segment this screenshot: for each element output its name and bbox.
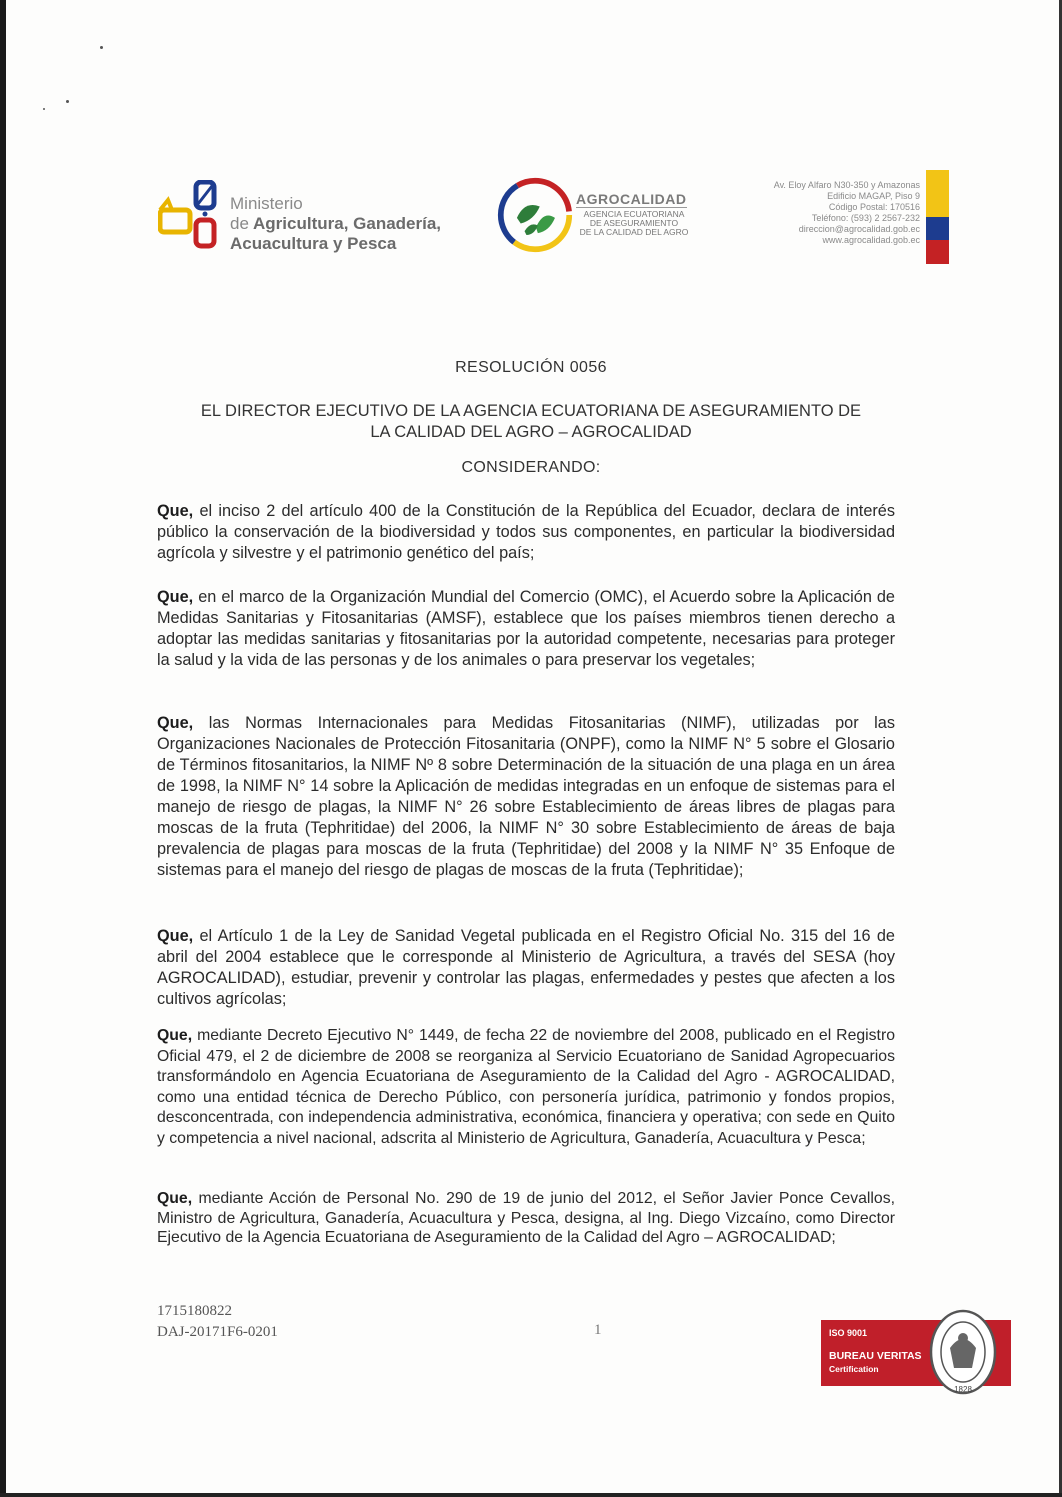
agency-subtitle-line3: DE LA CALIDAD DEL AGRO — [579, 227, 689, 237]
paragraph-lead: Que, — [157, 1027, 193, 1044]
paragraph-lead: Que, — [157, 927, 194, 945]
scan-left-edge — [0, 0, 6, 1497]
flag-blue — [926, 217, 949, 240]
considering-paragraph — [157, 587, 895, 671]
considering-paragraph — [157, 926, 895, 1010]
ministry-name-line1: Ministerio — [230, 194, 303, 213]
paragraph-text: en el marco de la Organización Mundial del Comercio (OMC), el Acuerdo sobre la Aplicación de Medidas Sanitarias y Fitosanitarias (AMSF), establece que los países miembros tienen derecho a adoptar las medidas sanitarias y fitosanitarias por la autoridad competente, necesarias para proteger la salud y la vida de las personas y de los animales o para preservar los vegetales; — [157, 588, 895, 669]
document-codes — [157, 1301, 278, 1343]
scan-speck — [43, 108, 45, 110]
considering-paragraph — [157, 1026, 895, 1149]
ministry-name-line2: Agricultura, Ganadería, — [253, 214, 442, 233]
document-code-1: 1715180822 — [157, 1303, 232, 1319]
paragraph-text: el inciso 2 del artículo 400 de la Constitución de la República del Ecuador, declara de interés público la conservación de la biodiversidad y todos sus componentes, en particular la biodiversidad agrícola y silvestre y el patrimonio genético del país; — [157, 502, 895, 562]
paragraph-lead: Que, — [157, 588, 194, 606]
address-line: Edificio MAGAP, Piso 9 — [827, 191, 920, 201]
ministry-name-line3: Acuacultura y Pesca — [230, 234, 397, 253]
agrocalidad-logo — [496, 176, 706, 258]
director-heading-line1: EL DIRECTOR EJECUTIVO DE LA AGENCIA ECUATORIANA DE ASEGURAMIENTO DE — [200, 402, 862, 420]
document-code-2: DAJ-20171F6-0201 — [157, 1324, 278, 1340]
iso-label: ISO 9001 — [829, 1328, 868, 1338]
agency-subtitle-line2: DE ASEGURAMIENTO — [589, 218, 679, 228]
paragraph-lead: Que, — [157, 1190, 193, 1207]
director-heading — [0, 401, 1062, 443]
certifier-name: BUREAU VERITAS — [829, 1350, 922, 1362]
certification-label: Certification — [829, 1364, 879, 1374]
considering-paragraph — [157, 501, 895, 564]
considering-paragraph — [157, 1189, 895, 1248]
bureau-veritas-seal-icon — [928, 1308, 998, 1396]
considering-heading: CONSIDERANDO: — [461, 459, 601, 476]
ministry-emblem-icon — [158, 180, 224, 252]
paragraph-lead: Que, — [157, 502, 194, 520]
scan-speck — [66, 100, 69, 103]
paragraph-text: mediante Decreto Ejecutivo N° 1449, de fecha 22 de noviembre del 2008, publicado en el Registro Oficial 479, el 2 de diciembre de 2008 se reorganiza al Servicio Ecuatoriano de Sanidad Agropecuarios transformándolo en Agencia Ecuatoriana de Aseguramiento de la Calidad del Agro - AGROCALIDAD, como una entidad técnica de Derecho Público, con personería jurídica, patrimonio y fondos propios, desconcentrada, con independencia administrativa, económica, financiera y operativa; con sede en Quito y competencia a nivel nacional, adscrita al Ministerio de Agricultura, Ganadería, Acuacultura y Pesca; — [157, 1027, 895, 1147]
paragraph-text: mediante Acción de Personal No. 290 de 19 de junio del 2012, el Señor Javier Ponce Cevallos, Ministro de Agricultura, Ganadería, Acuacultura y Pesca, designa, al Ing. Diego Vizcaíno, como Director Ejecutivo de la Agencia Ecuatoriana de Aseguramiento de la Calidad del Agro – AGROCALIDAD; — [157, 1190, 895, 1246]
paragraph-text: las Normas Internacionales para Medidas Fitosanitarias (NIMF), utilizadas por las Organizaciones Nacionales de Protección Fitosanitaria (ONPF), como la NIMF N° 5 sobre el Glosario de Términos fitosanitarios, la NIMF Nº 8 sobre Determinación de la situación de una plaga en un área de 1998, la NIMF N° 14 sobre la Aplicación de medidas integradas en un enfoque de sistemas para el manejo de riesgo de plagas, la NIMF N° 26 sobre Establecimiento de áreas libres de plagas para moscas de la fruta (Tephritidae) del 2006, la NIMF N° 30 sobre Establecimiento de áreas de baja prevalencia de plagas para moscas de la fruta (Tephritidae) del 2008 y la NIMF N° 35 Enfoque de sistemas para el manejo del riesgo de plagas de moscas de la fruta (Tephritidae); — [157, 714, 895, 879]
agency-address — [720, 180, 920, 246]
considering-paragraph — [157, 713, 895, 881]
address-line: Av. Eloy Alfaro N30-350 y Amazonas — [773, 180, 920, 190]
agency-subtitle-line1: AGENCIA ECUATORIANA — [583, 209, 685, 219]
agrocalidad-emblem-icon — [496, 176, 574, 254]
paragraph-text: el Artículo 1 de la Ley de Sanidad Vegetal publicada en el Registro Oficial No. 315 del 16 de abril del 2004 establece que le corresponde al Ministerio de Agricultura, a través del SESA (hoy AGROCALIDAD), estudiar, prevenir y controlar las plagas, enfermedades y pestes que afecten a los cultivos agrícolas; — [157, 927, 895, 1008]
ministry-name-prefix: de — [230, 214, 249, 233]
seal-year: 1828 — [954, 1385, 972, 1394]
ecuador-flag-stripe — [926, 170, 949, 264]
page-number: 1 — [594, 1322, 602, 1338]
agency-name: AGROCALIDAD — [576, 191, 687, 207]
scan-speck — [100, 46, 103, 49]
address-email: direccion@agrocalidad.gob.ec — [798, 224, 920, 234]
agency-subtitle — [578, 210, 690, 237]
flag-red — [926, 240, 949, 264]
director-heading-line2: LA CALIDAD DEL AGRO – AGROCALIDAD — [370, 423, 692, 441]
address-phone: Teléfono: (593) 2 2567-232 — [811, 213, 920, 223]
resolution-title: RESOLUCIÓN 0056 — [455, 359, 607, 376]
flag-yellow — [926, 170, 949, 217]
address-line: Código Postal: 170516 — [828, 202, 920, 212]
ministry-logo — [158, 180, 448, 260]
paragraph-lead: Que, — [157, 714, 194, 732]
address-website: www.agrocalidad.gob.ec — [822, 235, 920, 245]
scan-bottom-edge — [0, 1493, 1062, 1497]
